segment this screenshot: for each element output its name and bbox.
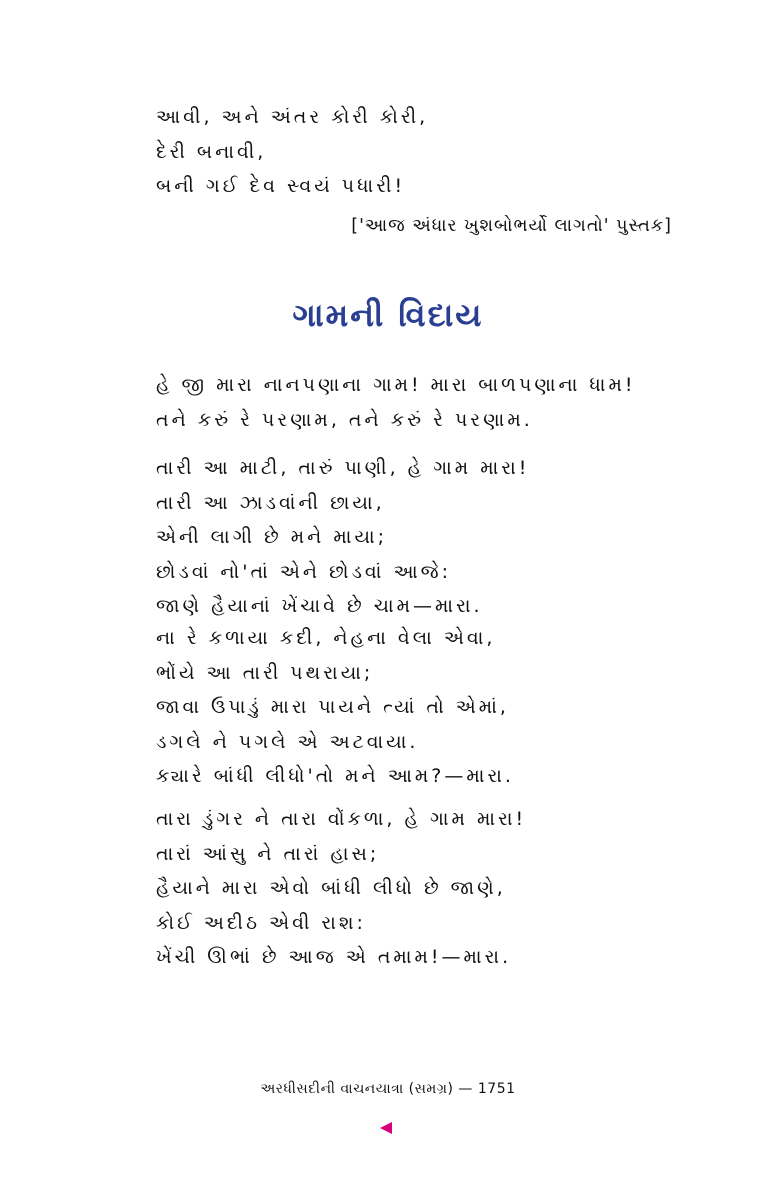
stanza-refrain: [156, 368, 635, 437]
poem-line: જાવા ઉપાડું મારા પાયને ત્યાં તો એમાં,: [156, 696, 509, 718]
poem-line: ડગલે ને પગલે એ અટવાયા.: [156, 730, 419, 753]
poem-line: તારી આ ઝાડવાંની છાયા,: [156, 491, 385, 514]
poem-line: હૈયાને મારા એવો બાંધી લીધો છે જાણે,: [156, 877, 506, 899]
poem-line: ના રે કળાયા કદી, નેહના વેલા એવા,: [156, 627, 496, 649]
poem-line: દેરી બનાવી,: [156, 140, 267, 163]
poem-line: હે જી મારા નાનપણાના ગામ! મારા બાળપણાના ધામ!: [156, 374, 636, 396]
poem-line: એની લાગી છે મને માયા;: [156, 526, 388, 548]
poem-line: જાણે હૈયાનાં ખેંચાવે છે ચામ—મારા.: [156, 595, 483, 617]
poem-line: ભોંયે આ તારી પથરાયા;: [156, 661, 374, 684]
poem-line: કોઈ અદીઠ એવી રાશ:: [156, 911, 366, 934]
poem-line: તારાં આંસુ ને તારાં હાસ;: [156, 842, 380, 865]
stanza-2: [156, 621, 514, 794]
poem-line: આવી, અને અંતર કોરી કોરી,: [156, 106, 429, 128]
poem-line: ક્યારે બાંધી લીધો'તો મને આમ?—મારા.: [156, 765, 514, 787]
poem-line: તારા ડુંગર ને તારા વોંકળા, હે ગામ મારા!: [156, 808, 527, 830]
poem-line: છોડવાં નો'તાં એને છોડવાં આજે:: [156, 560, 452, 583]
source-citation: ['આજ અંધાર ખુશબોભર્યો લાગતો' પુસ્તક]: [351, 216, 672, 236]
stanza-1: [156, 451, 529, 624]
previous-page-arrow-icon[interactable]: [380, 1122, 392, 1134]
previous-poem-ending: [156, 100, 428, 204]
poem-line: ખેંચી ઊભાં છે આજ એ તમામ!—મારા.: [156, 946, 512, 968]
poem-title: ગામની વિદાય: [292, 296, 484, 334]
poem-line: તારી આ માટી, તારું પાણી, હે ગામ મારા!: [156, 457, 530, 479]
poem-line: તને કરું રે પરણામ, તને કરું રે પરણામ.: [156, 408, 533, 431]
stanza-3: [156, 802, 526, 975]
poem-line: બની ગઈ દેવ સ્વયં પધારી!: [156, 175, 406, 197]
page-footer: અરધીસદીની વાચનયાત્રા (સમગ્ર) — 1751: [260, 1081, 516, 1097]
